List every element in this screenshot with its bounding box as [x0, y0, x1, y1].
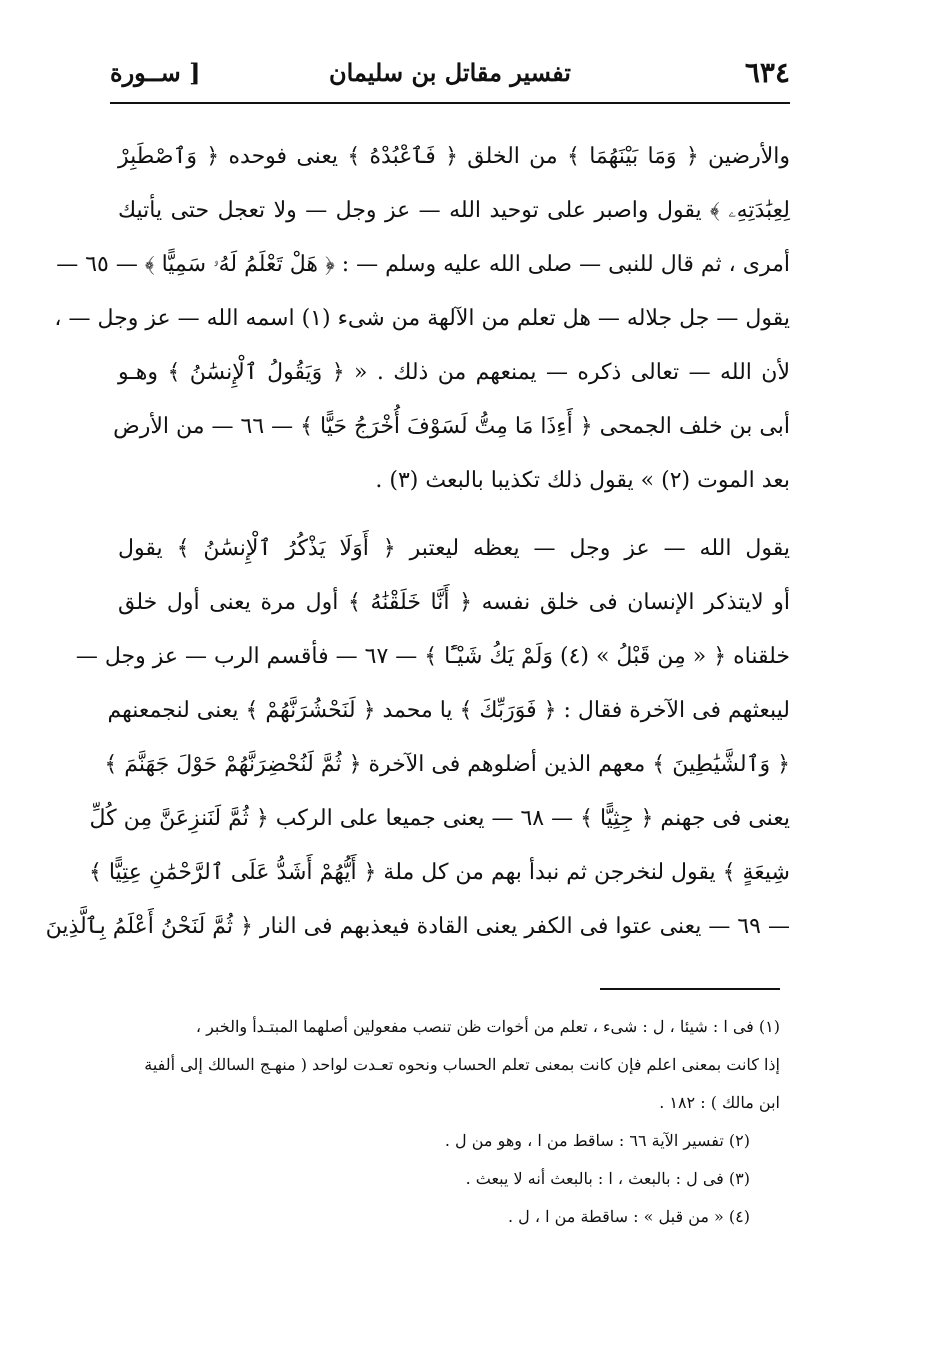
- text-line: أبى بن خلف الجمحى ﴿ أَءِذَا مَا مِتُّ لَسَوْفَ أُخْرَجُ حَيًّا ﴾ — ٦٦ — من الأرض: [113, 414, 790, 439]
- text-line: شِيعَةٍ ﴾ يقول لنخرجن ثم نبدأ بهم من كل ملة ﴿ أَيُّهُمْ أَشَدُّ عَلَى ٱلرَّحْمَٰنِ عِتِيًّا ﴾: [88, 860, 790, 885]
- footnotes: [130, 1008, 780, 1236]
- text-line: لِعِبَٰدَتِهِۦ ﴾ يقول واصبر على توحيد الله — عز وجل — ولا تعجل حتى يأتيك: [118, 198, 790, 223]
- footnote-line: (١) فى ا : شيئا ، ل : شىء ، تعلم من أخوات ظن تنصب مفعولين أصلهما المبتـدأ والخبر ،: [195, 1017, 780, 1036]
- footnote-line: إذا كانت بمعنى اعلم فإن كانت بمعنى تعلم الحساب ونحوه تعـدت لواحد ( منهـج السالك إلى ألفية: [144, 1055, 780, 1074]
- text-line: ﴿ وَٱلشَّيَٰطِينَ ﴾ معهم الذين أضلوهم فى الآخرة ﴿ ثُمَّ لَنُحْضِرَنَّهُمْ حَوْلَ جَهَنَّمَ ﴾: [104, 752, 790, 777]
- text-line: بعد الموت (٢) » يقول ذلك تكذيبا بالبعث (٣) .: [375, 468, 790, 493]
- running-title: تفسير مقاتل بن سليمان: [328, 58, 571, 87]
- text-line: لأن الله — تعالى ذكره — يمنعهم من ذلك . « ﴿ وَيَقُولُ ٱلْإِنسَٰنُ ﴾ وهـو: [118, 360, 790, 385]
- text-line: يعنى فى جهنم ﴿ جِثِيًّا ﴾ — ٦٨ — يعنى جميعا على الركب ﴿ ثُمَّ لَنَنزِعَنَّ مِن كُلِّ: [89, 806, 790, 831]
- body-text: [45, 130, 790, 954]
- text-line: خلقناه ﴿ « مِن قَبْلُ » (٤) وَلَمْ يَكُ شَيْـًٔا ﴾ — ٦٧ — فأقسم الرب — عز وجل —: [75, 644, 790, 669]
- page-header: [110, 50, 790, 100]
- footnote-line: ابن مالك ) : ١٨٢ .: [659, 1093, 780, 1112]
- footnote-rule: [600, 988, 780, 990]
- section-label: [ ســورة: [110, 58, 201, 87]
- paragraph-gap: [118, 508, 790, 522]
- page-number: ٦٣٤: [744, 56, 790, 89]
- text-line: ليبعثهم فى الآخرة فقال : ﴿ فَوَرَبِّكَ ﴾ يا محمد ﴿ لَنَحْشُرَنَّهُمْ ﴾ يعنى لنجمعنهم: [107, 698, 790, 723]
- footnote-line: (٣) فى ل : بالبعث ، ا : بالبعث أنه لا يبعث .: [465, 1169, 750, 1188]
- text-line: أو لايتذكر الإنسان فى خلق نفسه ﴿ أَنَّا خَلَقْنَٰهُ ﴾ أول مرة يعنى أول خلق: [118, 590, 790, 615]
- text-line: أمرى ، ثم قال للنبى — صلى الله عليه وسلم — : ﴿ هَلْ تَعْلَمُ لَهُۥ سَمِيًّا ﴾ — ٦٥ —: [56, 252, 790, 277]
- text-line: — ٦٩ — يعنى عتوا فى الكفر يعنى القادة فيعذبهم فى النار ﴿ ثُمَّ لَنَحْنُ أَعْلَمُ بِٱلَّذِينَ: [45, 914, 790, 939]
- header-rule: [110, 102, 790, 104]
- text-line: يقول — جل جلاله — هل تعلم من الآلهة من شىء (١) اسمه الله — عز وجل — ،: [54, 306, 790, 331]
- footnote-line: (٢) تفسير الآية ٦٦ : ساقط من ا ، وهو من ل .: [444, 1131, 750, 1150]
- paragraph-1: [54, 130, 790, 508]
- footnote-line: (٤) « من قبل » : ساقطة من ا ، ل .: [507, 1207, 750, 1226]
- paragraph-2: [45, 522, 790, 954]
- text-line: يقول الله — عز وجل — يعظه ليعتبر ﴿ أَوَلَا يَذْكُرُ ٱلْإِنسَٰنُ ﴾ يقول: [118, 536, 790, 561]
- text-line: والأرضين ﴿ وَمَا بَيْنَهُمَا ﴾ من الخلق ﴿ فَٱعْبُدْهُ ﴾ يعنى فوحده ﴿ وَٱصْطَبِرْ: [118, 144, 790, 169]
